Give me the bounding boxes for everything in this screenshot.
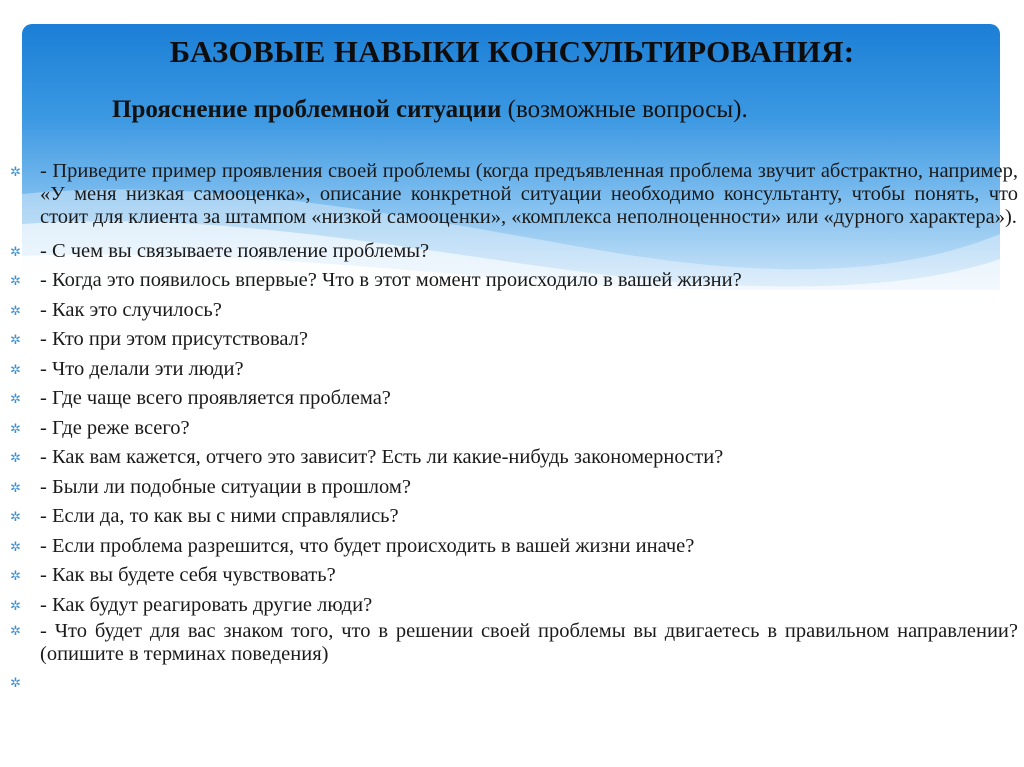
list-item-text: - Как вам кажется, отчего это зависит? Есть ли какие-нибудь закономерности? xyxy=(40,446,724,469)
bullet-icon: ✲ xyxy=(10,273,21,289)
bullet-icon: ✲ xyxy=(10,420,21,436)
list-item-text: - Где чаще всего проявляется проблема? xyxy=(40,387,391,410)
list-item-text: - Приведите пример проявления своей проблемы (когда предъявленная проблема звучит абстрактно, например, «У меня низкая самооценка», описание конкретной ситуации необходимо консультанту, чтобы понять, что стоит для клиента за штампом «низкой самооценки», «комплекса неполноценности» или «дурного характера»). xyxy=(40,160,1018,229)
list-item-empty xyxy=(8,665,1018,701)
list-item xyxy=(8,355,1018,385)
list-item xyxy=(8,384,1018,414)
question-list xyxy=(8,160,1018,701)
list-item xyxy=(8,443,1018,473)
list-item xyxy=(8,561,1018,591)
list-item-text: - Если да, то как вы с ними справлялись? xyxy=(40,505,399,528)
list-item xyxy=(8,473,1018,503)
bullet-icon: ✲ xyxy=(10,164,21,179)
list-item-text: - Кто при этом присутствовал? xyxy=(40,328,309,351)
list-item-text xyxy=(40,665,1018,701)
list-item xyxy=(8,266,1018,296)
list-item-text: - Как вы будете себя чувствовать? xyxy=(40,564,336,587)
bullet-icon: ✲ xyxy=(10,391,21,407)
bullet-icon: ✲ xyxy=(10,243,21,259)
bullet-icon: ✲ xyxy=(10,623,21,639)
list-item xyxy=(8,325,1018,355)
slide-subtitle xyxy=(112,96,748,124)
bullet-icon: ✲ xyxy=(10,450,21,466)
list-item xyxy=(8,591,1018,621)
bullet-icon: ✲ xyxy=(10,675,21,691)
bullet-icon: ✲ xyxy=(10,509,21,525)
bullet-icon: ✲ xyxy=(10,538,21,554)
slide-title: БАЗОВЫЕ НАВЫКИ КОНСУЛЬТИРОВАНИЯ: xyxy=(169,34,855,69)
bullet-icon: ✲ xyxy=(10,361,21,377)
list-item xyxy=(8,414,1018,444)
list-item xyxy=(8,620,1018,665)
bullet-icon: ✲ xyxy=(10,332,21,348)
list-item-text: - С чем вы связываете появление проблемы? xyxy=(40,239,430,262)
list-item xyxy=(8,532,1018,562)
list-item-text: - Когда это появилось впервые? Что в этот момент происходило в вашей жизни? xyxy=(40,269,742,292)
bullet-icon: ✲ xyxy=(10,568,21,584)
list-item xyxy=(8,502,1018,532)
list-item xyxy=(8,296,1018,326)
bullet-icon: ✲ xyxy=(10,302,21,318)
bullet-icon: ✲ xyxy=(10,479,21,495)
list-item-text: - Если проблема разрешится, что будет происходить в вашей жизни иначе? xyxy=(40,534,695,557)
list-item-text: - Были ли подобные ситуации в прошлом? xyxy=(40,475,411,498)
subtitle-rest: (возможные вопросы). xyxy=(501,96,748,123)
list-item xyxy=(8,160,1018,230)
list-item-text: - Как будут реагировать другие люди? xyxy=(40,593,373,616)
list-item xyxy=(8,237,1018,267)
bullet-icon: ✲ xyxy=(10,597,21,613)
list-item-text: - Что делали эти люди? xyxy=(40,357,244,380)
subtitle-bold: Прояснение проблемной ситуации xyxy=(112,96,502,123)
list-item-text: - Как это случилось? xyxy=(40,298,222,321)
list-item-text: - Где реже всего? xyxy=(40,416,190,439)
list-item-text: - Что будет для вас знаком того, что в решении своей проблемы вы двигаетесь в правильном направлении? (опишите в терминах поведения) xyxy=(40,620,1018,665)
